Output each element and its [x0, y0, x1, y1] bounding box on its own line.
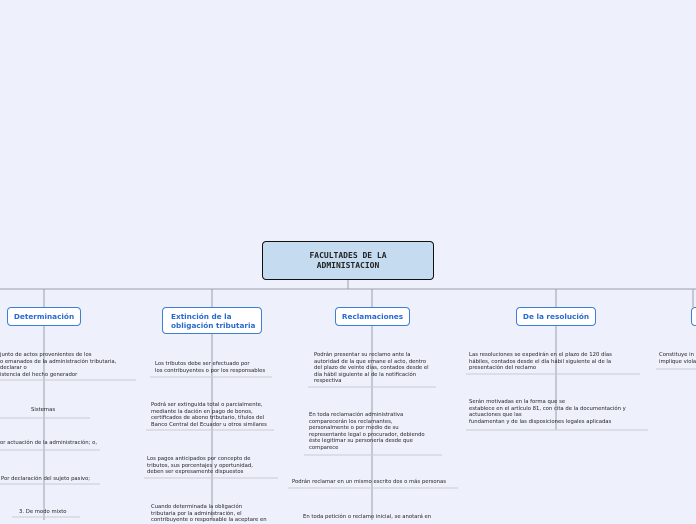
leaf-far-right-constituye[interactable] — [659, 352, 696, 365]
branch-determinacion-label: Determinación — [13, 312, 75, 321]
leaf-determinacion-actos[interactable] — [0, 352, 116, 378]
leaf-line: fundamentan y de las disposiciones legales aplicadas — [469, 418, 612, 425]
branch-extincion-label-line2: obligación tributaria — [171, 320, 256, 330]
branch-extincion-label-line1: Extinción de la — [171, 311, 232, 321]
leaf-determinacion-actuacion[interactable] — [0, 440, 97, 447]
leaf-line: actuaciones que las — [469, 412, 522, 419]
leaf-line: presentación del reclamo — [469, 365, 537, 372]
leaf-line: deben ser expresamente dispuestos — [147, 469, 244, 476]
leaf-line: del plazo de veinte días, contados desde el — [314, 365, 429, 372]
branch-determinacion[interactable] — [7, 307, 81, 326]
leaf-resolucion-motivadas[interactable] — [469, 399, 626, 425]
leaf-reclamaciones-mismo-escrito[interactable] — [292, 479, 446, 486]
branch-reclamaciones[interactable] — [335, 307, 410, 326]
leaf-line: personalmente o por medio de su — [309, 425, 399, 432]
leaf-reclamaciones-comparecer[interactable] — [309, 412, 425, 452]
leaf-extincion-cuando[interactable] — [151, 504, 267, 524]
leaf-line: Podrá ser extinguida total o parcialmente, — [151, 402, 263, 408]
branch-extincion[interactable] — [162, 307, 262, 334]
leaf-line: certificados de abono tributario, títulos del — [151, 415, 265, 422]
leaf-line: 3. De modo mixto — [19, 509, 67, 515]
leaf-line: Banco Central del Ecuador u otros similares — [151, 421, 267, 428]
root-node[interactable] — [262, 241, 434, 280]
root-title-line2: ADMINISTACION — [316, 260, 380, 270]
branch-resolucion[interactable] — [516, 307, 596, 326]
branch-resolucion-label: De la resolución — [522, 312, 590, 321]
leaf-line: los contribuyentes o por los responsables — [155, 367, 266, 374]
leaf-resolucion-plazo[interactable] — [469, 352, 612, 372]
leaf-line: autoridad de la que emane el acto, dentro — [314, 358, 427, 365]
leaf-line: Las resoluciones se expedirán en el plazo de 120 días — [469, 352, 612, 358]
leaf-line: comparece — [309, 444, 339, 451]
leaf-line: representante legal o procurador, debiendo — [309, 431, 425, 438]
leaf-line: istencia del hecho generador — [0, 371, 78, 378]
leaf-line: En toda reclamación administrativa — [309, 412, 404, 418]
leaf-line: mediante la dación en pago de bonos, — [151, 408, 253, 415]
leaf-line: En toda petición o reclamo inicial, se anotará en — [303, 514, 432, 520]
leaf-determinacion-mixto[interactable] — [19, 509, 67, 516]
leaf-line: Los tributos debe ser efectuado por — [155, 361, 250, 367]
leaf-line: Podrán reclamar en un mismo escrito dos o más personas — [292, 479, 447, 485]
leaf-determinacion-declaracion[interactable] — [1, 476, 90, 483]
leaf-line: Cuando determinada la obligación — [151, 504, 243, 510]
leaf-line: Los pagos anticipados por concepto de — [147, 456, 251, 462]
leaf-extincion-extinguida[interactable] — [151, 402, 267, 428]
leaf-reclamaciones-presentar[interactable] — [314, 352, 429, 385]
branch-far-right[interactable] — [691, 307, 696, 326]
leaf-line: Por declaración del sujeto pasivo; — [1, 476, 91, 482]
branch-reclamaciones-label: Reclamaciones — [341, 312, 404, 321]
leaf-extincion-tributos[interactable] — [155, 361, 265, 374]
leaf-determinacion-sistemas[interactable] — [31, 407, 55, 414]
leaf-line: Podrán presentar su reclamo ante la — [314, 352, 411, 358]
leaf-extincion-anticipados[interactable] — [147, 456, 253, 476]
leaf-line: hábiles, contados desde el día hábil siguiente al de la — [469, 358, 612, 365]
leaf-line: implique viola — [659, 358, 696, 365]
leaf-line: o emanados de la administración tributaria, — [0, 358, 117, 365]
root-title-line1: FACULTADES DE LA — [309, 250, 387, 260]
leaf-line: Sistemas — [31, 407, 56, 413]
leaf-line: día hábil siguiente al de la notificación — [314, 371, 417, 378]
leaf-line: Constituye in — [659, 352, 694, 358]
leaf-line: contribuyente o responsable la aceptare en — [151, 517, 267, 524]
leaf-line: tributos, sus porcentajes y oportunidad, — [147, 462, 253, 469]
leaf-line: or actuación de la administración; o, — [0, 440, 98, 446]
leaf-line: respectiva — [314, 378, 342, 385]
leaf-line: comparecerán los reclamantes, — [309, 418, 393, 425]
leaf-line: éste legitimar su personería desde que — [309, 438, 413, 445]
leaf-line: junto de actos provenientes de los — [0, 352, 92, 358]
leaf-line: tributaria por la administración, el — [151, 510, 242, 517]
leaf-line: Serán motivadas en la forma que se — [469, 399, 566, 405]
leaf-line: establece en el artículo 81, con cita de la documentación y — [469, 405, 626, 412]
leaf-line: declarar o — [0, 365, 27, 372]
